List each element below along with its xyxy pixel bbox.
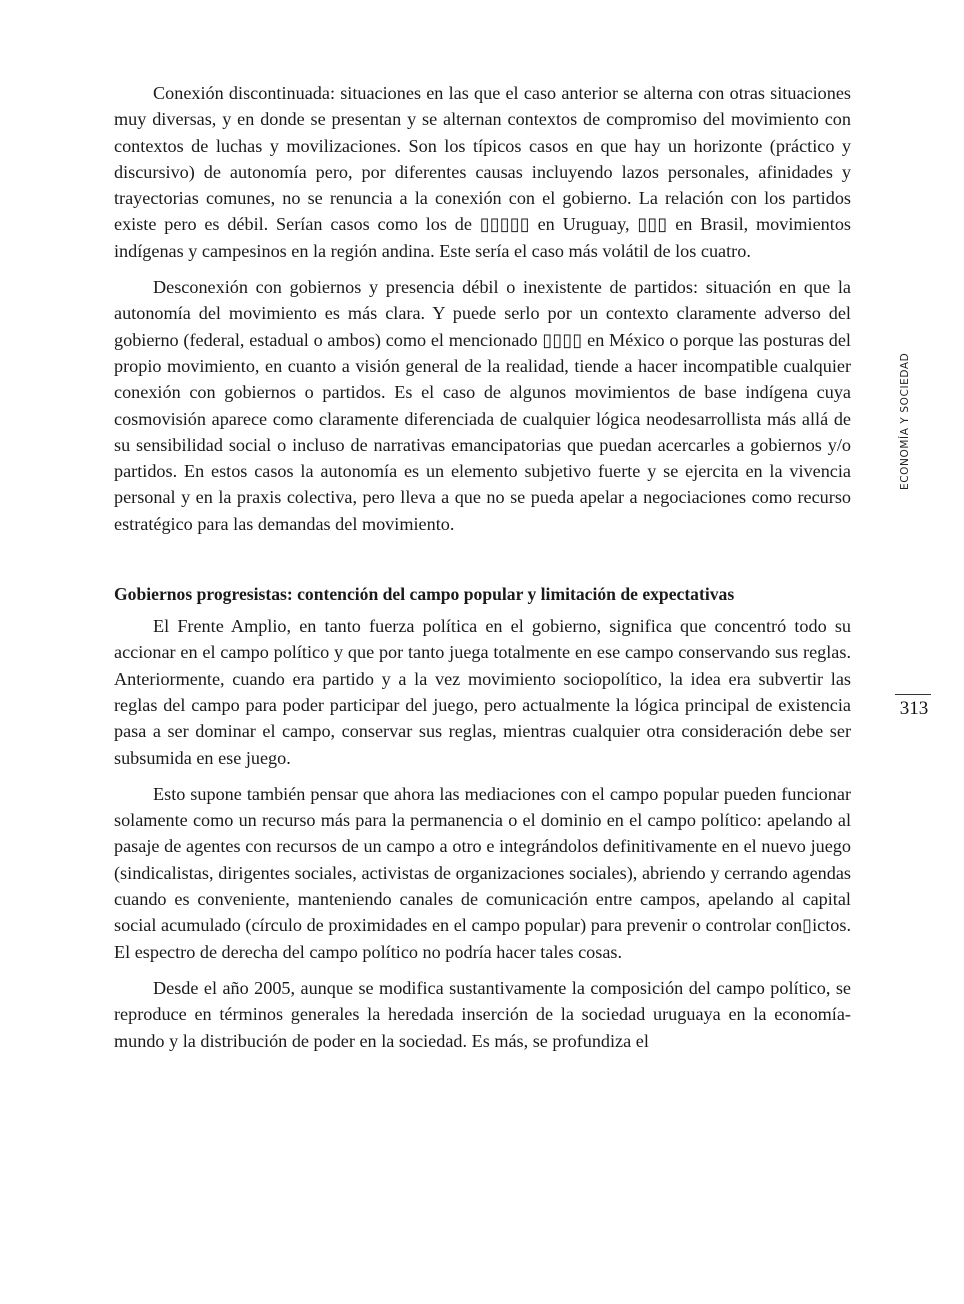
- section-heading: Gobiernos progresistas: contención del campo popular y limitación de expectativas: [114, 584, 735, 605]
- paragraph-desde-2005: Desde el año 2005, aunque se modifica sustantivamente la composición del campo político, se reproduce en términos generales la heredada inserción de la sociedad uruguaya en la economía-mundo y la distribución de poder en la sociedad. Es más, se profundiza el: [114, 977, 851, 1051]
- paragraph-frente-amplio: El Frente Amplio, en tanto fuerza política en el gobierno, significa que concentró todo su accionar en el campo político y que por tanto juega totalmente en ese campo conservando sus reglas. Anteriormente, cuando era partido y a la vez movimiento sociopolítico, la idea era subvertir las reglas del campo para poder participar del juego, pero actualmente la lógica principal de existencia pasa a ser dominar el campo, conservar sus reglas, mientras cualquier otra consideración debe ser subsumida en ese juego.: [114, 616, 851, 768]
- page-number: 313: [899, 698, 929, 719]
- paragraph-conexion-discontinuada: Conexión discontinuada: situaciones en las que el caso anterior se alterna con otras situaciones muy diversas, y en donde se presentan y se alternan contextos de compromiso del movimiento con contextos de luchas y movilizaciones. Son los típicos casos en que hay un horizonte (práctico y discursivo) de autonomía pero, por diferentes causas incluyendo lazos personales, afinidades y trayectorias comunes, no se renuncia a la conexión con el gobierno. La relación con los partidos existe pero es débil. Serían casos como los de ▯▯▯▯▯ en Uruguay, ▯▯▯ en Brasil, movimientos indígenas y campesinos en la región andina. Este sería el caso más volátil de los cuatro.: [114, 83, 851, 261]
- paragraph-desconexion: Desconexión con gobiernos y presencia débil o inexistente de partidos: situación en que la autonomía del movimiento es más clara. Y puede serlo por un contexto claramente adverso del gobierno (federal, estadual o ambos) como el mencionado ▯▯▯▯ en México o porque las posturas del propio movimiento, en cuanto a visión general de la realidad, tiende a hacer incompatible cualquier conexión con gobiernos o partidos. Es el caso de algunos movimientos de base indígena cuya cosmovisión aparece como claramente diferenciada de cualquier lógica neodesarrollista más allá de su sensibilidad social o incluso de narrativas emancipatorias que puedan acercarles a gobiernos y/o partidos. En estos casos la autonomía es un elemento subjetivo fuerte y se ejercita en la vivencia personal y en la praxis colectiva, pero lleva a que no se pueda apelar a negociaciones como recurso estratégico para las demandas del movimiento.: [114, 277, 851, 534]
- paragraph-mediaciones: Esto supone también pensar que ahora las mediaciones con el campo popular pueden funcionar solamente como un recurso más para la permanencia o el dominio en el campo político: apelando al pasaje de agentes con recursos de un campo a otro e integrándolos definitivamente en el nuevo juego (sindicalistas, dirigentes sociales, activistas de organizaciones sociales), abriendo y cerrando agendas cuando es conveniente, manteniendo canales de comunicación entre campos, apelando al capital social acumulado (círculo de proximidades en el campo popular) para prevenir o controlar con▯ictos. El espectro de derecha del campo político no podría hacer tales cosas.: [114, 783, 851, 962]
- page-number-rule: [895, 694, 931, 695]
- page-body: [114, 80, 851, 1064]
- running-head: ECONOMÍA Y SOCIEDAD: [899, 352, 911, 490]
